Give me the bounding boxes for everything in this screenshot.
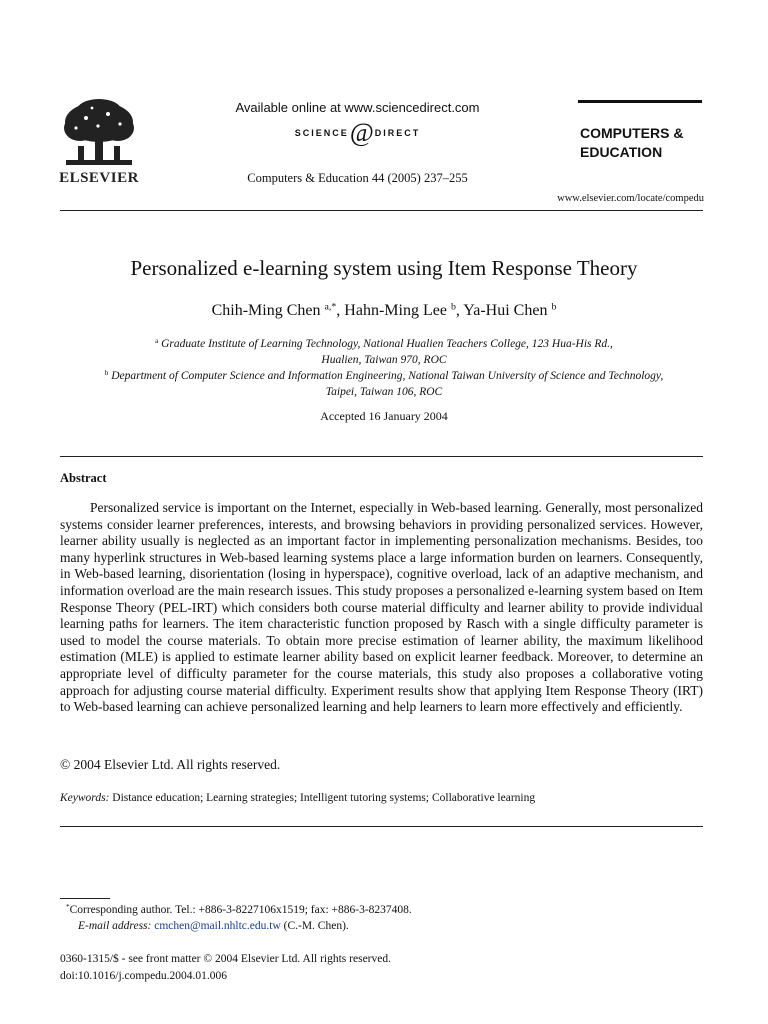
available-online-text: Available online at www.sciencedirect.com (235, 100, 480, 115)
author-name: Ya-Hui Chen (463, 302, 548, 319)
keywords (60, 792, 703, 804)
journal-name-line1: COMPUTERS & (580, 125, 684, 141)
abstract-copyright: © 2004 Elsevier Ltd. All rights reserved. (60, 757, 281, 772)
keywords-text: Distance education; Learning strategies; Intelligent tutoring systems; Collaborative learning (112, 792, 536, 804)
corresponding-author-footnote: *Corresponding author. Tel.: +886-3-8227106x1519; fax: +886-3-8237408. (66, 903, 412, 916)
footnote-rule (60, 898, 110, 899)
email-label: E-mail address: (78, 920, 152, 932)
footnote-mark: * (66, 903, 70, 912)
abstract-body: Personalized service is important on the Internet, especially in Web-based learning. Generally, most personalized systems consider learner preferences, interests, and browsing behaviors in providing personalized services. However, learner ability usually is neglected as an important factor in implementing personalization mechanisms. Besides, too many hyperlink structures in Web-based learning systems place a large information burden on learners. Consequently, in Web-based learning, disorientation (losing in hyperspace), cognitive overload, lack of an adaptive mechanism, and information overload are the main research issues. This study proposes a personalized e-learning system based on Item Response Theory (PEL-IRT) which considers both course material difficulty and learner ability to provide individual learning paths for learners. The item characteristic function proposed by Rasch with a single difficulty parameter is used to model the course materials. To obtain more precise estimation of learner ability, the maximum likelihood estimation (MLE) is applied to estimate learner ability based on explicit learner feedback. Moreover, to determine an appropriate level of difficulty parameter for the course materials, this study also proposes a collaborative voting approach for adjusting course material difficulty. Experiment results show that applying Item Response Theory (IRT) to Web-based learning can achieve personalized learning and help learners to learn more effectively and efficiently. (60, 500, 703, 715)
email-footnote (78, 920, 349, 932)
abstract-bottom-rule (60, 826, 703, 827)
abstract-heading: Abstract (60, 471, 107, 485)
issn-line: 0360-1315/$ - see front matter © 2004 Elsevier Ltd. All rights reserved. (60, 953, 391, 965)
header-divider (60, 210, 703, 211)
journal-name-line2: EDUCATION (580, 144, 663, 160)
affiliation-b: $^b$ Department of Computer Science and Information Engineering, National Taiwan University of Science and Technology, Taipei, Taiwan 106, ROC (104, 369, 664, 398)
affiliation-mark: b (104, 369, 109, 378)
email-link[interactable]: cmchen@mail.nhltc.edu.tw (154, 920, 281, 932)
author-name: Chih-Ming Chen (211, 302, 321, 319)
author-mark: b (450, 301, 456, 313)
sd-at-icon: @ (349, 118, 374, 147)
paper-title: Personalized e-learning system using Item Response Theory (130, 256, 638, 280)
journal-rule (578, 100, 702, 103)
journal-name (580, 124, 710, 162)
journal-url[interactable]: www.elsevier.com/locate/compedu (557, 193, 704, 204)
email-suffix: (C.-M. Chen). (283, 920, 349, 932)
keywords-label: Keywords: (60, 792, 110, 804)
author-list: Chih-Ming Chen $^{a,*}$, Hahn-Ming Lee $^b$, Ya-Hui Chen $^b$ (211, 301, 557, 319)
sd-brand-right: DIRECT (374, 128, 421, 138)
accepted-date: Accepted 16 January 2004 (320, 409, 448, 423)
author-mark: b (551, 301, 557, 313)
doi-line[interactable]: doi:10.1016/j.compedu.2004.01.006 (60, 970, 228, 982)
affiliation-a: $^a$ Graduate Institute of Learning Technology, National Hualien Teachers College, 123 Hua-His Rd., Hualien, Taiwan 970, ROC (155, 337, 613, 366)
sd-brand-left: SCIENCE (294, 128, 349, 138)
journal-citation: Computers & Education 44 (2005) 237–255 (247, 171, 468, 185)
author-name: Hahn-Ming Lee (344, 302, 447, 319)
affiliation-mark: a (155, 337, 159, 346)
author-mark: a,* (324, 301, 337, 313)
publisher-name: ELSEVIER (59, 170, 139, 186)
abstract-top-rule (60, 456, 703, 457)
sciencedirect-logo (200, 120, 515, 146)
